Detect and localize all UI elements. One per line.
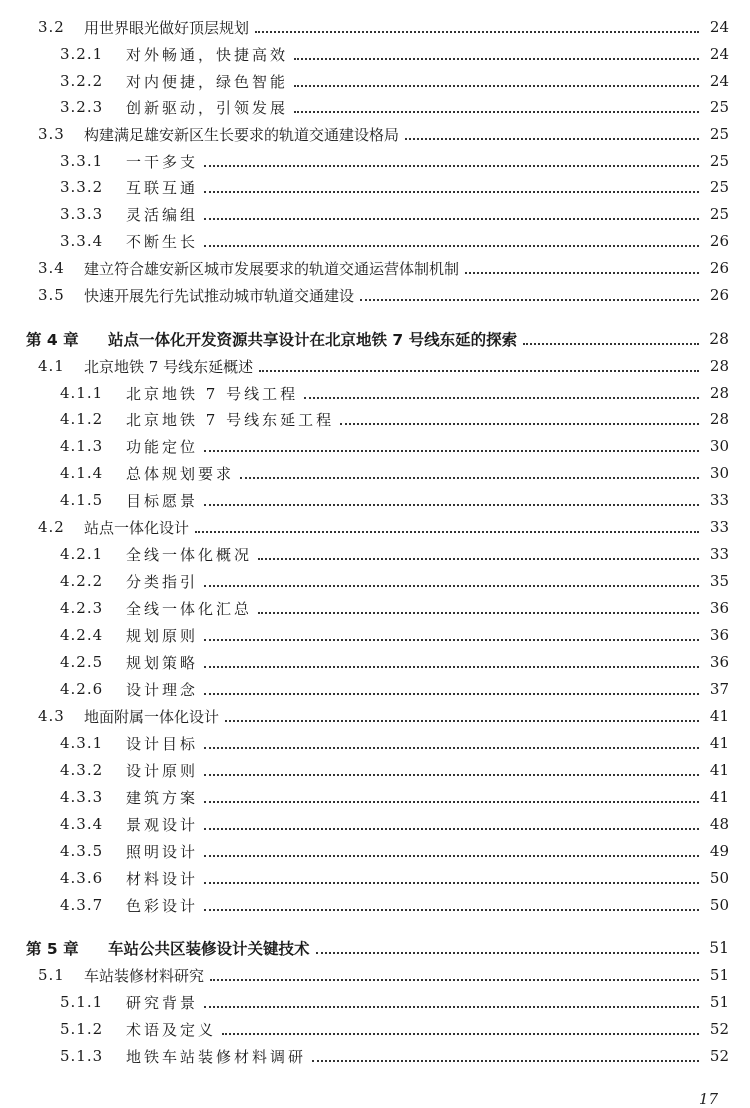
dot-leader [204,191,699,193]
toc-entry-page: 48 [709,815,729,833]
toc-entry-page: 28 [709,384,729,402]
dot-leader [204,165,699,167]
toc-entry [0,757,750,783]
toc-entry-number: 4.2 [38,518,65,536]
toc-entry [0,989,750,1015]
toc-entry-page: 25 [709,178,729,196]
toc-entry-page: 26 [709,259,729,277]
toc-entry-number: 3.3.2 [60,178,104,196]
toc-entry-title: 设计理念 [126,680,199,699]
toc-entry-number: 3.3.3 [60,205,104,223]
toc-entry [0,1016,750,1042]
toc-entry-title: 北京地铁 7 号线东延工程 [126,410,335,429]
toc-entry-title: 地铁车站装修材料调研 [126,1047,307,1066]
toc-entry-number: 3.5 [38,286,65,304]
toc-entry [0,121,750,147]
toc-entry-page: 33 [709,518,729,536]
toc-entry-page: 25 [709,98,729,116]
toc-entry-page: 36 [709,599,729,617]
toc-entry-title: 站点一体化开发资源共享设计在北京地铁 7 号线东延的探索 [108,331,518,349]
toc-entry-title: 互联互通 [126,178,199,197]
toc-entry [0,282,750,308]
dot-leader [360,299,699,301]
toc-entry-number: 4.3.4 [60,815,104,833]
toc-entry-title: 快速开展先行先试推动城市轨道交通建设 [84,286,355,305]
dot-leader [195,531,699,533]
toc-entry-title: 目标愿景 [126,491,199,510]
toc-entry-title: 用世界眼光做好顶层规划 [84,18,250,37]
toc-entry-title: 色彩设计 [126,896,199,915]
dot-leader [204,747,699,749]
toc-entry-page: 51 [709,993,729,1011]
toc-entry-title: 地面附属一体化设计 [84,707,220,726]
dot-leader [225,720,699,722]
toc-entry [0,14,750,40]
toc-entry-number: 3.2.2 [60,72,104,90]
toc-entry-title: 车站公共区装修设计关键技术 [108,940,310,958]
toc-entry-number: 第 4 章 [26,331,79,349]
toc-entry-page: 41 [709,761,729,779]
toc-entry [0,201,750,227]
dot-leader [240,477,699,479]
toc-entry-title: 术语及定义 [126,1020,217,1039]
toc-entry-page: 41 [709,734,729,752]
toc-entry-page: 33 [709,491,729,509]
toc-entry [0,353,750,379]
toc-entry-title: 研究背景 [126,993,199,1012]
toc-entry-number: 4.3.6 [60,869,104,887]
toc-entry-number: 4.1.2 [60,410,104,428]
toc-chapter-entry [0,326,750,352]
toc-entry [0,962,750,988]
toc-entry [0,174,750,200]
toc-entry-number: 4.2.5 [60,653,104,671]
toc-entry [0,148,750,174]
dot-leader [405,138,699,140]
toc-entry-page: 28 [709,330,729,348]
toc-entry-number: 4.2.6 [60,680,104,698]
toc-entry [0,94,750,120]
dot-leader [294,58,699,60]
toc-entry-title: 总体规划要求 [126,464,235,483]
toc-entry-title: 照明设计 [126,842,199,861]
toc-entry [0,838,750,864]
toc-entry [0,784,750,810]
toc-entry [0,541,750,567]
toc-entry-page: 49 [709,842,729,860]
toc-entry-number: 4.2.1 [60,545,104,563]
toc-entry [0,380,750,406]
toc-entry-number: 4.1.1 [60,384,104,402]
dot-leader [204,666,699,668]
dot-leader [204,1006,699,1008]
toc-entry-title: 站点一体化设计 [84,518,190,537]
toc-entry-page: 26 [709,232,729,250]
toc-entry-page: 41 [709,707,729,725]
dot-leader [204,504,699,506]
toc-entry-number: 4.3.7 [60,896,104,914]
toc-entry-number: 3.3.4 [60,232,104,250]
dot-leader [316,952,699,954]
toc-entry-page: 41 [709,788,729,806]
toc-entry-page: 36 [709,626,729,644]
toc-entry-page: 28 [709,410,729,428]
toc-entry-title: 全线一体化概况 [126,545,253,564]
toc-entry-page: 30 [709,464,729,482]
toc-entry-page: 33 [709,545,729,563]
toc-entry-number: 4.3 [38,707,65,725]
toc-entry [0,676,750,702]
toc-entry-title: 对外畅通，快捷高效 [126,45,289,64]
toc-entry-page: 25 [709,205,729,223]
toc-entry-number: 3.4 [38,259,65,277]
dot-leader [312,1060,699,1062]
toc-entry-number: 3.3.1 [60,152,104,170]
toc-entry-page: 51 [709,966,729,984]
dot-leader [294,85,699,87]
toc-entry-title: 对内便捷，绿色智能 [126,72,289,91]
toc-chapter-entry [0,935,750,961]
toc-entry-number: 3.2 [38,18,65,36]
toc-entry [0,487,750,513]
toc-entry [0,406,750,432]
toc-entry-number: 4.2.3 [60,599,104,617]
dot-leader [204,774,699,776]
toc-entry-title: 北京地铁 7 号线东延概述 [84,357,254,376]
toc-entry-title: 材料设计 [126,869,199,888]
dot-leader [465,272,699,274]
toc-entry [0,892,750,918]
toc-entry-title: 不断生长 [126,232,199,251]
toc-entry-title: 北京地铁 7 号线工程 [126,384,299,403]
toc-entry-title: 建立符合雄安新区城市发展要求的轨道交通运营体制机制 [84,259,460,278]
toc-entry-page: 24 [709,18,729,36]
toc-entry-number: 4.1.3 [60,437,104,455]
toc-entry [0,460,750,486]
dot-leader [523,343,699,345]
dot-leader [258,558,699,560]
toc-entry [0,811,750,837]
toc-entry-page: 36 [709,653,729,671]
toc-entry-page: 52 [709,1020,729,1038]
toc-entry-page: 28 [709,357,729,375]
toc-entry-number: 5.1 [38,966,65,984]
toc-entry [0,514,750,540]
toc-entry-title: 建筑方案 [126,788,199,807]
toc-entry [0,228,750,254]
dot-leader [204,585,699,587]
toc-entry-title: 规划策略 [126,653,199,672]
dot-leader [258,612,699,614]
dot-leader [204,218,699,220]
dot-leader [340,423,699,425]
toc-entry [0,730,750,756]
toc-entry-title: 景观设计 [126,815,199,834]
toc-entry [0,595,750,621]
toc-entry [0,568,750,594]
toc-entry-page: 24 [709,72,729,90]
toc-entry [0,433,750,459]
dot-leader [222,1033,699,1035]
toc-entry-number: 4.1.4 [60,464,104,482]
toc-entry-title: 规划原则 [126,626,199,645]
toc-entry-page: 52 [709,1047,729,1065]
toc-entry-title: 功能定位 [126,437,199,456]
dot-leader [204,450,699,452]
toc-entry-title: 一干多支 [126,152,199,171]
toc-entry-number: 3.2.3 [60,98,104,116]
toc-entry-number: 4.3.3 [60,788,104,806]
page-number: 17 [698,1090,718,1108]
dot-leader [204,828,699,830]
toc-entry-page: 35 [709,572,729,590]
toc-entry [0,649,750,675]
dot-leader [210,979,699,981]
toc-entry-title: 设计原则 [126,761,199,780]
toc-entry-page: 50 [709,896,729,914]
toc-entry [0,865,750,891]
dot-leader [204,909,699,911]
toc-entry-number: 3.2.1 [60,45,104,63]
toc-entry-page: 24 [709,45,729,63]
toc-entry-number: 第 5 章 [26,940,79,958]
toc-entry-title: 车站装修材料研究 [84,966,205,985]
toc-entry [0,41,750,67]
dot-leader [204,245,699,247]
dot-leader [204,801,699,803]
toc-entry-number: 4.1.5 [60,491,104,509]
toc-entry-number: 5.1.3 [60,1047,104,1065]
toc-entry-page: 25 [709,152,729,170]
toc-entry-title: 全线一体化汇总 [126,599,253,618]
dot-leader [259,370,699,372]
toc-entry-number: 4.3.2 [60,761,104,779]
toc-entry-page: 50 [709,869,729,887]
dot-leader [304,397,699,399]
dot-leader [204,639,699,641]
toc-entry-page: 51 [709,939,729,957]
toc-entry-title: 灵活编组 [126,205,199,224]
toc-entry-number: 5.1.1 [60,993,104,1011]
dot-leader [204,855,699,857]
toc-entry-title: 设计目标 [126,734,199,753]
toc-entry [0,1043,750,1069]
toc-entry-number: 4.3.5 [60,842,104,860]
dot-leader [294,111,699,113]
toc-entry [0,622,750,648]
dot-leader [255,31,699,33]
toc-entry-page: 30 [709,437,729,455]
dot-leader [204,882,699,884]
toc-entry-number: 4.2.2 [60,572,104,590]
toc-entry-title: 分类指引 [126,572,199,591]
toc-entry-number: 4.1 [38,357,65,375]
toc-entry [0,255,750,281]
dot-leader [204,693,699,695]
toc-entry-number: 4.2.4 [60,626,104,644]
toc-entry-page: 37 [709,680,729,698]
toc-entry [0,703,750,729]
toc-entry-number: 3.3 [38,125,65,143]
toc-entry-number: 5.1.2 [60,1020,104,1038]
toc-entry-number: 4.3.1 [60,734,104,752]
toc-entry-page: 25 [709,125,729,143]
toc-entry-page: 26 [709,286,729,304]
toc-entry [0,68,750,94]
toc-entry-title: 构建满足雄安新区生长要求的轨道交通建设格局 [84,125,400,144]
toc-entry-title: 创新驱动，引领发展 [126,98,289,117]
